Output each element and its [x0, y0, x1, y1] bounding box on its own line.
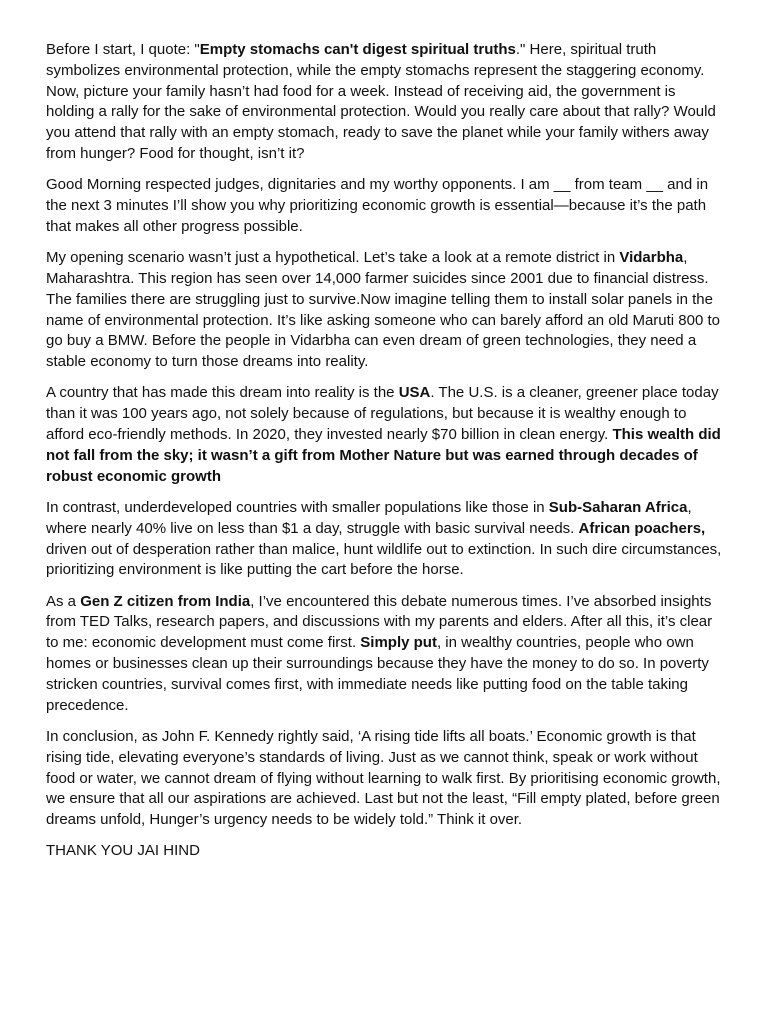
text-run: , Maharashtra. This region has seen over 14,000 farmer suicides since 2001 due to financial distress. The families there are struggling just to survive.Now imagine telling them to install solar panels in the name of environmental protection. It’s like asking someone who can barely afford an old Maruti 800 to go buy a BMW. Before the people in Vidarbha can even dream of green technologies, they need a stable economy to turn those dreams into reality. — [46, 249, 720, 371]
text-run: In contrast, underdeveloped countries with smaller populations like those in — [46, 498, 549, 516]
text-run: As a — [46, 592, 81, 610]
bold-term: African poachers, — [578, 519, 706, 537]
paragraph-vidarbha — [46, 248, 722, 373]
text-run: My opening scenario wasn’t just a hypothetical. Let’s take a look at a remote district in — [46, 249, 620, 267]
text-run: , where nearly 40% live on less than $1 a day, struggle with basic survival needs. — [46, 498, 692, 537]
text-run: , in wealthy countries, people who own homes or businesses clean up their surroundings because they have the money to do so. In poverty stricken countries, survival comes first, with immediate needs like putting food on the table taking precedence. — [46, 634, 709, 714]
text-run: , I’ve encountered this debate numerous times. I’ve absorbed insights from TED Talks, research papers, and discussions with my parents and elders. After all this, it’s clear to me: economic development must come first. — [46, 592, 713, 652]
bold-term: Simply put — [360, 634, 437, 652]
bold-quote: Empty stomachs can't digest spiritual truths — [199, 41, 516, 58]
text-run: In conclusion, as John F. Kennedy rightly said, ‘A rising tide lifts all boats.’ Economic growth is that rising tide, elevating everyone’s standards of living. Just as we cannot think, speak or work without food or water, we cannot dream of flying without learning to walk first. By prioritising economic growth, we ensure that all our aspirations are achieved. Last but not the least, “Fill empty plated, before green dreams unfold, Hunger’s urgency needs to be widely told.” Think it over. — [46, 727, 721, 829]
paragraph-gen-z — [46, 592, 722, 717]
text-run: . The U.S. is a cleaner, greener place today than it was 100 years ago, not solely because of regulations, but because it is wealthy enough to afford eco-friendly methods. In 2020, they invested nearly $70 billion in clean energy. — [46, 384, 719, 444]
bold-term: Vidarbha — [619, 249, 684, 267]
paragraph-opening-quote — [46, 40, 722, 165]
paragraph-greeting — [46, 175, 722, 237]
bold-sentence: This wealth did not fall from the sky; it wasn’t a gift from Mother Nature but was earned through decades of robust economic growth — [46, 426, 721, 485]
bold-term: Sub-Saharan Africa — [548, 498, 688, 516]
bold-term: Gen Z citizen from India — [80, 592, 251, 610]
document-page — [46, 40, 722, 862]
text-run: Before I start, I quote: " — [46, 41, 200, 58]
text-run: driven out of desperation rather than malice, hunt wildlife out to extinction. In such dire circumstances, prioritizing environment is like putting the cart before the horse. — [46, 540, 722, 579]
paragraph-usa — [46, 383, 722, 487]
bold-term: USA — [398, 384, 431, 402]
paragraph-africa — [46, 498, 722, 581]
text-run: ." Here, spiritual truth symbolizes environmental protection, while the empty stomachs represent the staggering economy. Now, picture your family hasn’t had food for a week. Instead of receiving aid, the government is holding a rally for the sake of environmental protection. Would you really care about that rally? Would you attend that rally with an empty stomach, ready to save the planet while your family withers away from hunger? Food for thought, isn’t it? — [46, 41, 716, 162]
paragraph-conclusion — [46, 727, 722, 831]
text-run: A country that has made this dream into reality is the — [46, 384, 399, 402]
text-run: Good Morning respected judges, dignitaries and my worthy opponents. I am __ from team __ and in the next 3 minutes I’ll show you why prioritizing economic growth is essential—because it’s the path that makes all other progress possible. — [46, 176, 709, 235]
closing-line: THANK YOU JAI HIND — [46, 842, 200, 860]
